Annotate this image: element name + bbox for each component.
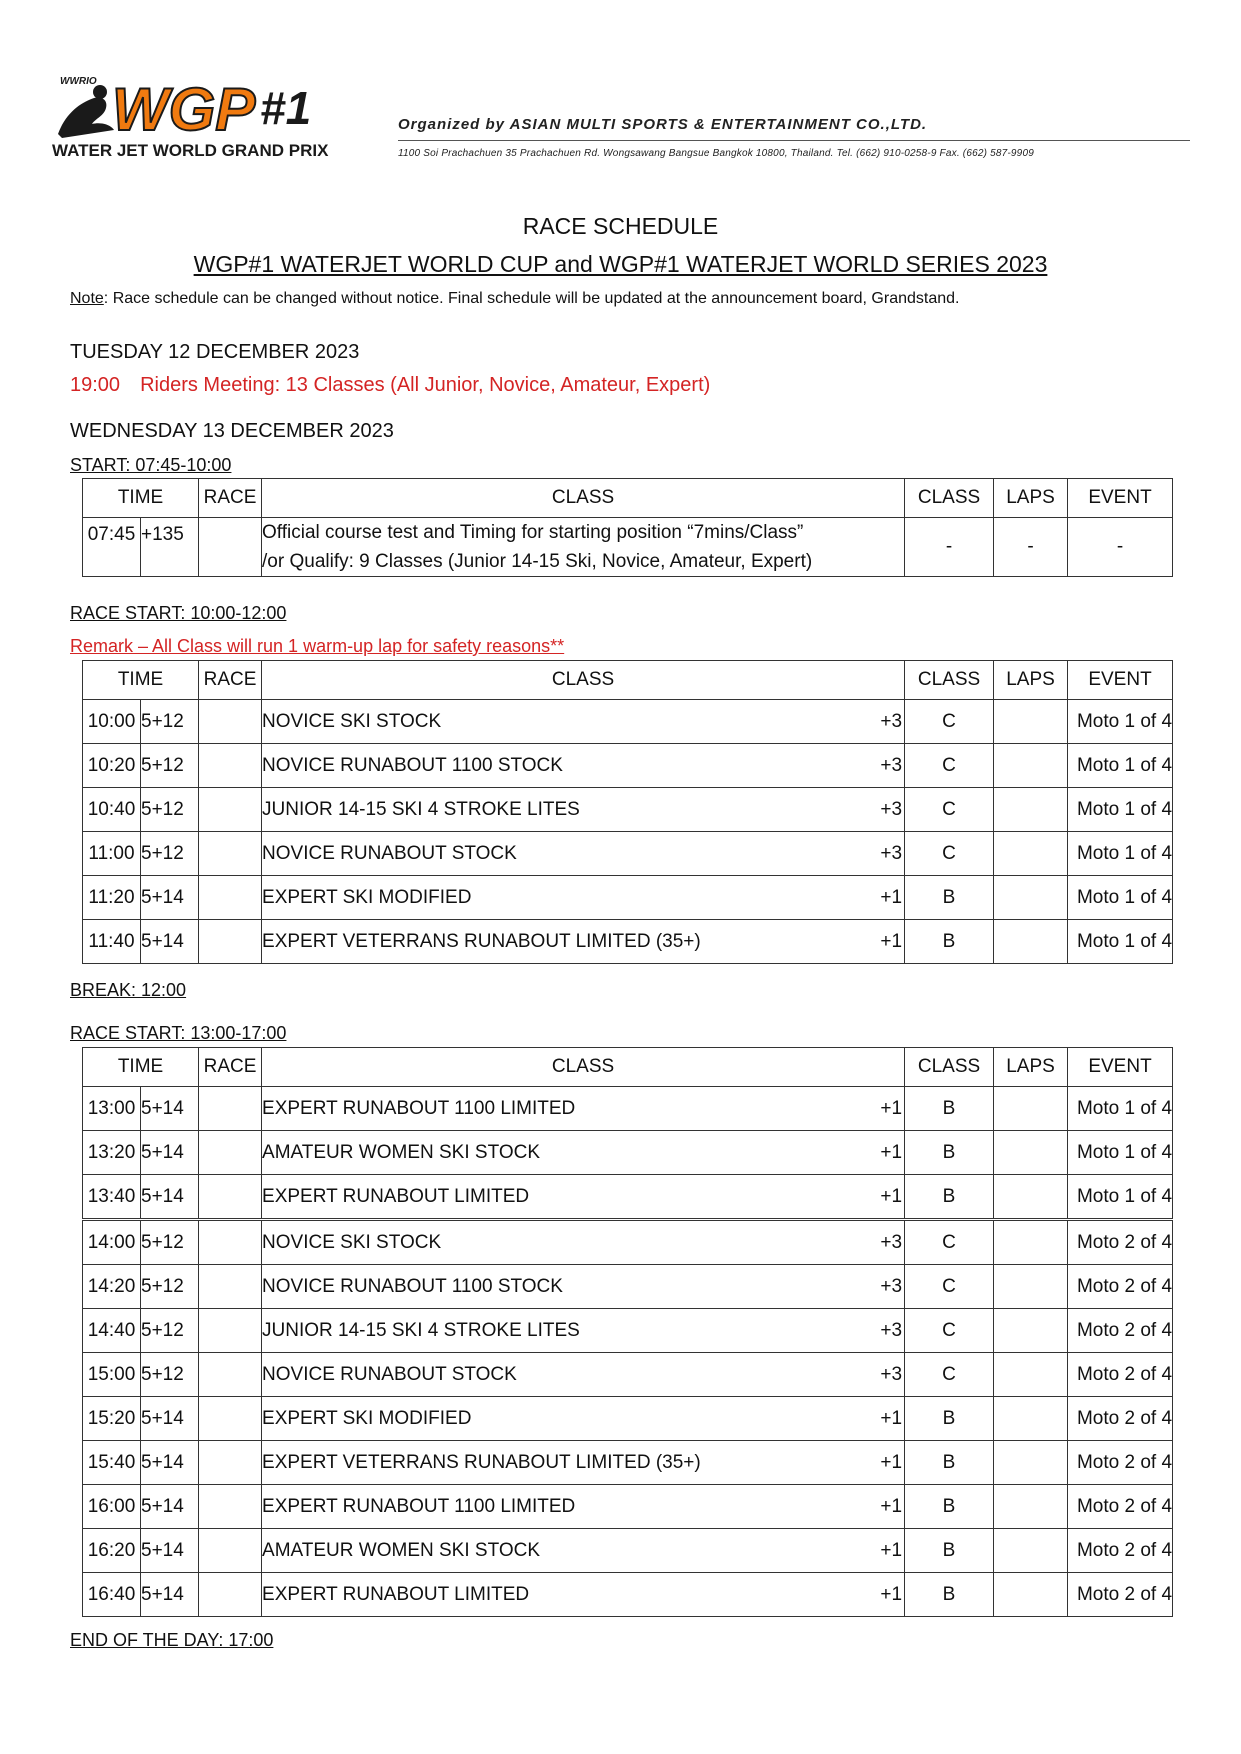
row-duration: 5+14 bbox=[141, 920, 199, 964]
col-laps-header: LAPS bbox=[994, 661, 1068, 700]
col-race-header: RACE bbox=[199, 479, 262, 518]
row-duration: 5+12 bbox=[141, 788, 199, 832]
row-class-name: AMATEUR WOMEN SKI STOCK bbox=[262, 1539, 541, 1561]
row-event: Moto 1 of 4 bbox=[1068, 700, 1173, 744]
row-adjustment: +1 bbox=[880, 1097, 903, 1119]
row-time: 15:20 bbox=[83, 1397, 141, 1441]
row-class-name: EXPERT RUNABOUT 1100 LIMITED bbox=[262, 1495, 576, 1517]
meeting-time: 19:00 bbox=[70, 374, 121, 396]
row-event: Moto 1 of 4 bbox=[1068, 876, 1173, 920]
row-event: Moto 1 of 4 bbox=[1068, 1175, 1173, 1220]
col-class-header: CLASS bbox=[262, 661, 905, 700]
row-class-name: NOVICE SKI STOCK bbox=[262, 710, 442, 732]
row-adjustment: +3 bbox=[880, 1231, 903, 1253]
col-time-header: TIME bbox=[83, 479, 199, 518]
row-class-name: NOVICE RUNABOUT 1100 STOCK bbox=[262, 754, 563, 776]
row-class-name: AMATEUR WOMEN SKI STOCK bbox=[262, 1141, 541, 1163]
row-class bbox=[262, 518, 905, 577]
row-adjustment: +3 bbox=[880, 754, 903, 776]
table-row bbox=[83, 920, 1173, 964]
row-class bbox=[262, 876, 905, 920]
row-adjustment: +1 bbox=[880, 886, 903, 908]
row-event: Moto 1 of 4 bbox=[1068, 1131, 1173, 1175]
row-class-line2: /or Qualify: 9 Classes (Junior 14-15 Ski, Novice, Amateur, Expert) bbox=[262, 551, 813, 572]
session1-table bbox=[82, 478, 1173, 577]
row-class bbox=[262, 1353, 905, 1397]
row-race bbox=[199, 1573, 262, 1617]
row-adjustment: +1 bbox=[880, 1185, 903, 1207]
row-duration: 5+14 bbox=[141, 1485, 199, 1529]
row-laps bbox=[994, 832, 1068, 876]
row-class-code: B bbox=[905, 1087, 994, 1131]
row-class bbox=[262, 1485, 905, 1529]
row-class bbox=[262, 1175, 905, 1220]
row-event: Moto 1 of 4 bbox=[1068, 832, 1173, 876]
row-class-code: B bbox=[905, 1175, 994, 1220]
table-row bbox=[83, 1087, 1173, 1131]
row-class-code: B bbox=[905, 1573, 994, 1617]
tuesday-heading: TUESDAY 12 DECEMBER 2023 bbox=[70, 341, 360, 363]
row-class-code: B bbox=[905, 1441, 994, 1485]
row-class-code: C bbox=[905, 700, 994, 744]
organizer-title: Organized by ASIAN MULTI SPORTS & ENTERTAINMENT CO.,LTD. bbox=[398, 116, 928, 133]
row-class-code: C bbox=[905, 744, 994, 788]
row-event: Moto 2 of 4 bbox=[1068, 1485, 1173, 1529]
table-row bbox=[83, 1485, 1173, 1529]
row-class bbox=[262, 1573, 905, 1617]
row-adjustment: +1 bbox=[880, 930, 903, 952]
row-adjustment: +1 bbox=[880, 1539, 903, 1561]
session3-label: RACE START: 13:00-17:00 bbox=[70, 1023, 287, 1043]
row-duration: 5+12 bbox=[141, 1309, 199, 1353]
row-race bbox=[199, 788, 262, 832]
row-laps bbox=[994, 876, 1068, 920]
row-class-name: NOVICE RUNABOUT STOCK bbox=[262, 842, 517, 864]
table-row bbox=[83, 876, 1173, 920]
row-race bbox=[199, 1131, 262, 1175]
row-adjustment: +1 bbox=[880, 1407, 903, 1429]
document-header bbox=[52, 72, 1200, 172]
row-time: 16:00 bbox=[83, 1485, 141, 1529]
row-time: 16:20 bbox=[83, 1529, 141, 1573]
col-laps-header: LAPS bbox=[994, 479, 1068, 518]
row-adjustment: +3 bbox=[880, 1363, 903, 1385]
row-class-name: JUNIOR 14-15 SKI 4 STROKE LITES bbox=[262, 1319, 580, 1341]
row-duration: 5+14 bbox=[141, 1397, 199, 1441]
row-event: Moto 2 of 4 bbox=[1068, 1573, 1173, 1617]
row-event: Moto 2 of 4 bbox=[1068, 1265, 1173, 1309]
header-divider bbox=[398, 140, 1190, 141]
row-class bbox=[262, 788, 905, 832]
row-event: Moto 1 of 4 bbox=[1068, 1087, 1173, 1131]
row-class bbox=[262, 1131, 905, 1175]
row-time: 15:00 bbox=[83, 1353, 141, 1397]
row-laps bbox=[994, 744, 1068, 788]
row-class-name: EXPERT RUNABOUT LIMITED bbox=[262, 1583, 530, 1605]
table-row bbox=[83, 1131, 1173, 1175]
row-time: 16:40 bbox=[83, 1573, 141, 1617]
row-duration: 5+14 bbox=[141, 1441, 199, 1485]
table-row bbox=[83, 1397, 1173, 1441]
table-row bbox=[83, 1573, 1173, 1617]
row-laps bbox=[994, 1265, 1068, 1309]
table-row bbox=[83, 1441, 1173, 1485]
row-duration: 5+14 bbox=[141, 1529, 199, 1573]
row-time: 11:00 bbox=[83, 832, 141, 876]
row-event: Moto 2 of 4 bbox=[1068, 1220, 1173, 1265]
row-race bbox=[199, 1220, 262, 1265]
row-race bbox=[199, 700, 262, 744]
note-label: Note bbox=[70, 290, 104, 307]
table-header-row bbox=[83, 661, 1173, 700]
row-time: 10:00 bbox=[83, 700, 141, 744]
row-race bbox=[199, 1397, 262, 1441]
row-class bbox=[262, 1220, 905, 1265]
row-class-code: C bbox=[905, 1353, 994, 1397]
row-race bbox=[199, 920, 262, 964]
row-time: 15:40 bbox=[83, 1441, 141, 1485]
table-row bbox=[83, 1175, 1173, 1220]
col-time-header: TIME bbox=[83, 661, 199, 700]
row-class bbox=[262, 1309, 905, 1353]
row-duration: 5+12 bbox=[141, 744, 199, 788]
warmup-remark: Remark – All Class will run 1 warm-up lap for safety reasons** bbox=[70, 636, 565, 656]
row-class-name: JUNIOR 14-15 SKI 4 STROKE LITES bbox=[262, 798, 580, 820]
row-class-code: C bbox=[905, 1220, 994, 1265]
page-subtitle: WGP#1 WATERJET WORLD CUP and WGP#1 WATERJET WORLD SERIES 2023 bbox=[193, 251, 1048, 277]
row-class-code: C bbox=[905, 1265, 994, 1309]
row-laps bbox=[994, 1485, 1068, 1529]
row-class-name: EXPERT SKI MODIFIED bbox=[262, 1407, 472, 1429]
row-race bbox=[199, 1087, 262, 1131]
row-duration: 5+14 bbox=[141, 1175, 199, 1220]
row-duration: 5+12 bbox=[141, 832, 199, 876]
row-class-code: B bbox=[905, 876, 994, 920]
col-event-header: EVENT bbox=[1068, 479, 1173, 518]
row-duration: +135 bbox=[141, 518, 199, 577]
row-time: 11:20 bbox=[83, 876, 141, 920]
row-class-name: EXPERT RUNABOUT 1100 LIMITED bbox=[262, 1097, 576, 1119]
row-adjustment: +1 bbox=[880, 1583, 903, 1605]
row-class-code: B bbox=[905, 1529, 994, 1573]
session3-table bbox=[82, 1047, 1173, 1617]
table-row bbox=[83, 1529, 1173, 1573]
row-time: 13:00 bbox=[83, 1087, 141, 1131]
row-event: Moto 2 of 4 bbox=[1068, 1441, 1173, 1485]
table-row bbox=[83, 518, 1173, 577]
table-header-row bbox=[83, 1048, 1173, 1087]
row-class bbox=[262, 920, 905, 964]
row-event: Moto 1 of 4 bbox=[1068, 744, 1173, 788]
table-row bbox=[83, 788, 1173, 832]
row-duration: 5+12 bbox=[141, 1220, 199, 1265]
table-row bbox=[83, 1220, 1173, 1265]
session2-label: RACE START: 10:00-12:00 bbox=[70, 603, 287, 623]
row-class-code: B bbox=[905, 920, 994, 964]
row-adjustment: +3 bbox=[880, 1275, 903, 1297]
row-duration: 5+12 bbox=[141, 1353, 199, 1397]
row-laps bbox=[994, 1220, 1068, 1265]
row-class-code: B bbox=[905, 1485, 994, 1529]
row-event: Moto 2 of 4 bbox=[1068, 1353, 1173, 1397]
col-class-header: CLASS bbox=[262, 479, 905, 518]
row-class-name: EXPERT VETERRANS RUNABOUT LIMITED (35+) bbox=[262, 1451, 701, 1473]
row-laps bbox=[994, 920, 1068, 964]
row-laps bbox=[994, 1441, 1068, 1485]
page-title: RACE SCHEDULE bbox=[522, 213, 719, 239]
row-laps bbox=[994, 1529, 1068, 1573]
row-time: 14:20 bbox=[83, 1265, 141, 1309]
table-row bbox=[83, 700, 1173, 744]
row-duration: 5+12 bbox=[141, 1265, 199, 1309]
table-row bbox=[83, 1353, 1173, 1397]
row-class-name: EXPERT VETERRANS RUNABOUT LIMITED (35+) bbox=[262, 930, 701, 952]
row-time: 13:40 bbox=[83, 1175, 141, 1220]
row-race bbox=[199, 1309, 262, 1353]
row-duration: 5+14 bbox=[141, 1573, 199, 1617]
row-class bbox=[262, 1265, 905, 1309]
row-class bbox=[262, 700, 905, 744]
row-class-code: C bbox=[905, 788, 994, 832]
row-duration: 5+14 bbox=[141, 1131, 199, 1175]
row-duration: 5+14 bbox=[141, 876, 199, 920]
row-adjustment: +3 bbox=[880, 842, 903, 864]
row-class-name: EXPERT RUNABOUT LIMITED bbox=[262, 1185, 530, 1207]
table-header-row bbox=[83, 479, 1173, 518]
row-race bbox=[199, 1353, 262, 1397]
table-row bbox=[83, 1309, 1173, 1353]
col-class-header: CLASS bbox=[262, 1048, 905, 1087]
row-class bbox=[262, 1441, 905, 1485]
col-time-header: TIME bbox=[83, 1048, 199, 1087]
row-class bbox=[262, 744, 905, 788]
logo-small-text: WWRIO bbox=[60, 76, 97, 87]
row-class-line1: Official course test and Timing for starting position “7mins/Class” bbox=[262, 522, 804, 543]
wgp-logo bbox=[52, 72, 382, 162]
row-event: Moto 2 of 4 bbox=[1068, 1309, 1173, 1353]
row-adjustment: +3 bbox=[880, 710, 903, 732]
row-race bbox=[199, 1529, 262, 1573]
row-race bbox=[199, 832, 262, 876]
row-event: Moto 1 of 4 bbox=[1068, 920, 1173, 964]
row-duration: 5+14 bbox=[141, 1087, 199, 1131]
row-event: - bbox=[1068, 518, 1173, 577]
row-laps bbox=[994, 1309, 1068, 1353]
row-class-name: EXPERT SKI MODIFIED bbox=[262, 886, 472, 908]
schedule-note bbox=[70, 290, 959, 308]
row-class-code: B bbox=[905, 1131, 994, 1175]
end-of-day-label: END OF THE DAY: 17:00 bbox=[70, 1630, 274, 1650]
row-adjustment: +1 bbox=[880, 1451, 903, 1473]
row-race bbox=[199, 876, 262, 920]
logo-caption-text: WATER JET WORLD GRAND PRIX bbox=[52, 141, 329, 160]
row-class-code: - bbox=[905, 518, 994, 577]
row-event: Moto 2 of 4 bbox=[1068, 1397, 1173, 1441]
row-class bbox=[262, 1087, 905, 1131]
row-laps bbox=[994, 1175, 1068, 1220]
session1-label: START: 07:45-10:00 bbox=[70, 455, 232, 475]
row-class-name: NOVICE RUNABOUT 1100 STOCK bbox=[262, 1275, 563, 1297]
row-class-code: C bbox=[905, 1309, 994, 1353]
row-adjustment: +3 bbox=[880, 1319, 903, 1341]
row-time: 10:20 bbox=[83, 744, 141, 788]
riders-meeting bbox=[70, 374, 710, 397]
table-row bbox=[83, 832, 1173, 876]
col-class-code-header: CLASS bbox=[905, 479, 994, 518]
col-race-header: RACE bbox=[199, 661, 262, 700]
row-time: 11:40 bbox=[83, 920, 141, 964]
row-laps bbox=[994, 1353, 1068, 1397]
row-race bbox=[199, 744, 262, 788]
row-laps bbox=[994, 1087, 1068, 1131]
row-laps bbox=[994, 788, 1068, 832]
row-laps bbox=[994, 1573, 1068, 1617]
row-laps: - bbox=[994, 518, 1068, 577]
row-adjustment: +1 bbox=[880, 1495, 903, 1517]
note-text: : Race schedule can be changed without notice. Final schedule will be updated at the announcement board, Grandstand. bbox=[103, 290, 960, 307]
row-adjustment: +1 bbox=[880, 1141, 903, 1163]
row-event: Moto 1 of 4 bbox=[1068, 788, 1173, 832]
row-laps bbox=[994, 1131, 1068, 1175]
row-laps bbox=[994, 700, 1068, 744]
col-class-code-header: CLASS bbox=[905, 1048, 994, 1087]
row-class-name: NOVICE RUNABOUT STOCK bbox=[262, 1363, 517, 1385]
row-race bbox=[199, 1265, 262, 1309]
row-class bbox=[262, 1397, 905, 1441]
col-event-header: EVENT bbox=[1068, 1048, 1173, 1087]
col-event-header: EVENT bbox=[1068, 661, 1173, 700]
row-class-code: B bbox=[905, 1397, 994, 1441]
meeting-text: Riders Meeting: 13 Classes (All Junior, Novice, Amateur, Expert) bbox=[140, 374, 711, 396]
row-time: 07:45 bbox=[83, 518, 141, 577]
row-race bbox=[199, 1441, 262, 1485]
session2-table bbox=[82, 660, 1173, 964]
logo-main-text: WGP bbox=[112, 76, 256, 143]
col-class-code-header: CLASS bbox=[905, 661, 994, 700]
wednesday-heading: WEDNESDAY 13 DECEMBER 2023 bbox=[70, 420, 394, 442]
row-class-code: C bbox=[905, 832, 994, 876]
table-row bbox=[83, 744, 1173, 788]
row-time: 13:20 bbox=[83, 1131, 141, 1175]
row-adjustment: +3 bbox=[880, 798, 903, 820]
row-class bbox=[262, 832, 905, 876]
row-event: Moto 2 of 4 bbox=[1068, 1529, 1173, 1573]
row-race bbox=[199, 1175, 262, 1220]
col-race-header: RACE bbox=[199, 1048, 262, 1087]
row-time: 10:40 bbox=[83, 788, 141, 832]
row-laps bbox=[994, 1397, 1068, 1441]
row-duration: 5+12 bbox=[141, 700, 199, 744]
logo-number-text: #1 bbox=[260, 82, 312, 134]
row-class bbox=[262, 1529, 905, 1573]
col-laps-header: LAPS bbox=[994, 1048, 1068, 1087]
row-race bbox=[199, 518, 262, 577]
jet-ski-rider-icon bbox=[58, 97, 114, 138]
row-race bbox=[199, 1485, 262, 1529]
row-time: 14:40 bbox=[83, 1309, 141, 1353]
table-row bbox=[83, 1265, 1173, 1309]
row-class-name: NOVICE SKI STOCK bbox=[262, 1231, 442, 1253]
break-label: BREAK: 12:00 bbox=[70, 980, 187, 1000]
organizer-address: 1100 Soi Prachachuen 35 Prachachuen Rd. Wongsawang Bangsue Bangkok 10800, Thailand. Tel. (662) 910-0258-9 Fax. (662) 587-9909 bbox=[398, 148, 1034, 159]
row-time: 14:00 bbox=[83, 1220, 141, 1265]
